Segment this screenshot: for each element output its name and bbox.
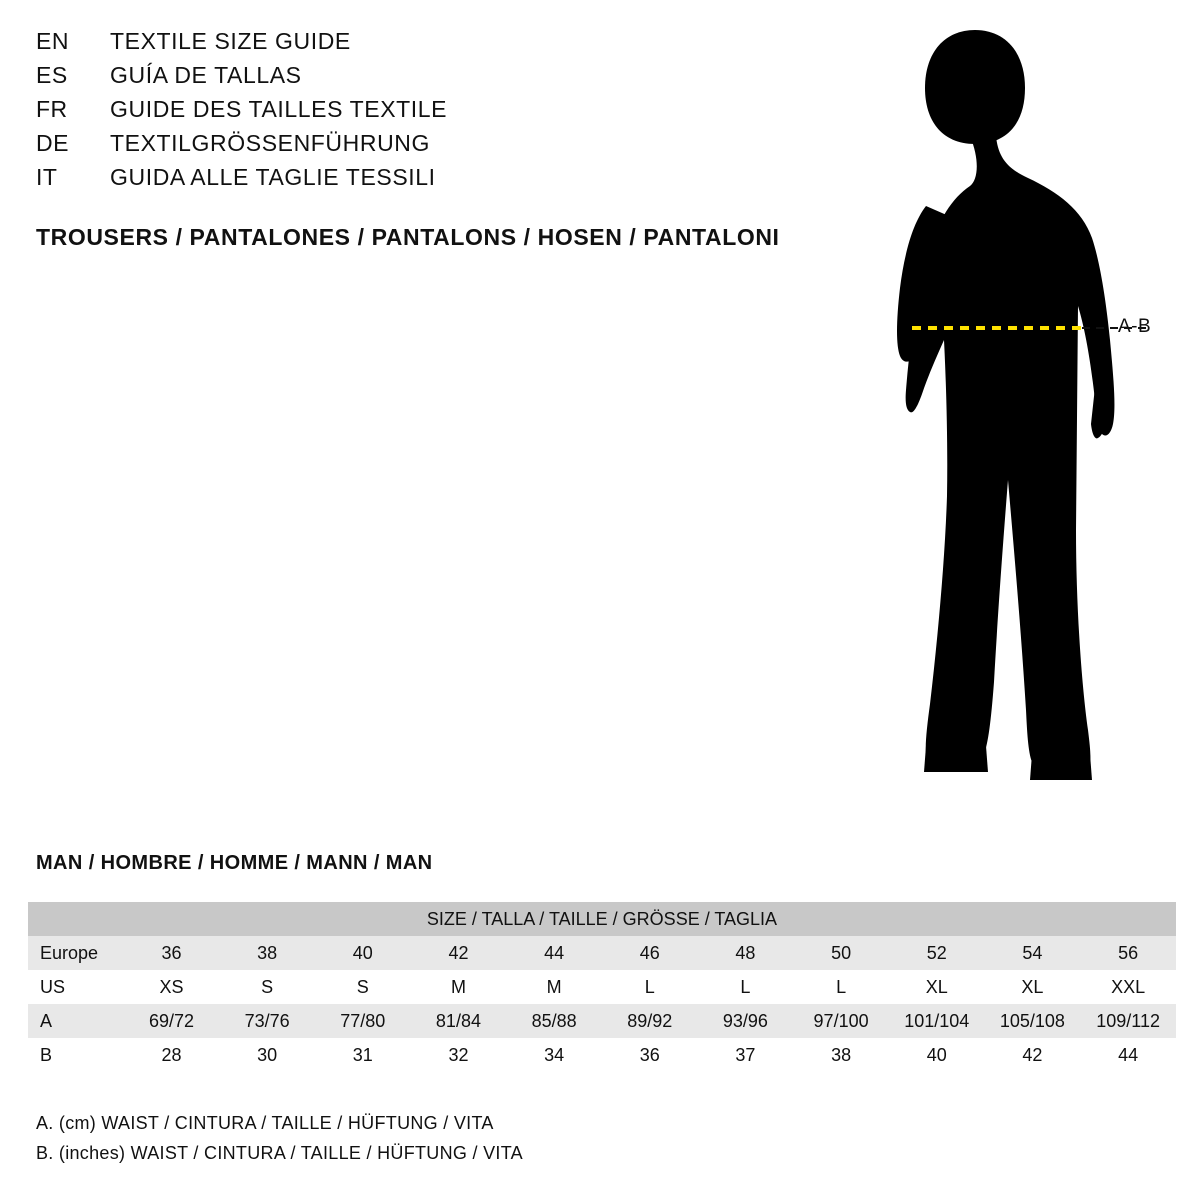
measure-label-ab: A-B [1118, 316, 1152, 337]
table-row [28, 936, 1176, 970]
language-title: TEXTILE SIZE GUIDE [110, 28, 351, 54]
figure-illustration [800, 10, 1200, 800]
cell: 31 [315, 1038, 411, 1072]
cell: 93/96 [698, 1004, 794, 1038]
cell: 36 [124, 936, 220, 970]
table-row [28, 1038, 1176, 1072]
cell: XXL [1080, 970, 1176, 1004]
male-silhouette-icon [800, 10, 1200, 800]
cell: 52 [889, 936, 985, 970]
cell: 101/104 [889, 1004, 985, 1038]
language-code: FR [36, 96, 68, 122]
cell: M [411, 970, 507, 1004]
cell: XL [985, 970, 1081, 1004]
cell: 73/76 [219, 1004, 315, 1038]
cell: XS [124, 970, 220, 1004]
language-row [36, 96, 796, 130]
cell: 44 [506, 936, 602, 970]
cell: L [602, 970, 698, 1004]
table-row [28, 970, 1176, 1004]
cell: 109/112 [1080, 1004, 1176, 1038]
language-row [36, 130, 796, 164]
cell: 85/88 [506, 1004, 602, 1038]
cell: 28 [124, 1038, 220, 1072]
cell: L [793, 970, 889, 1004]
cell: 32 [411, 1038, 507, 1072]
cell: 38 [793, 1038, 889, 1072]
cell: 50 [793, 936, 889, 970]
language-header-block [36, 28, 796, 198]
man-section-title: MAN / HOMBRE / HOMME / MANN / MAN [36, 852, 433, 874]
row-label: US [28, 970, 124, 1004]
cell: 40 [889, 1038, 985, 1072]
cell: 48 [698, 936, 794, 970]
language-row [36, 62, 796, 96]
cell: 42 [985, 1038, 1081, 1072]
cell: 54 [985, 936, 1081, 970]
cell: 97/100 [793, 1004, 889, 1038]
language-title: GUIDE DES TAILLES TEXTILE [110, 96, 448, 122]
table-row [28, 1004, 1176, 1038]
footnotes [36, 1108, 523, 1168]
cell: 77/80 [315, 1004, 411, 1038]
cell: 36 [602, 1038, 698, 1072]
row-label: A [28, 1004, 124, 1038]
cell: 105/108 [985, 1004, 1081, 1038]
language-code: ES [36, 62, 68, 88]
language-row [36, 28, 796, 62]
size-table [28, 902, 1176, 1072]
garment-type-title: TROUSERS / PANTALONES / PANTALONS / HOSEN / PANTALONI [36, 224, 780, 250]
cell: S [219, 970, 315, 1004]
row-label: Europe [28, 936, 124, 970]
cell: 81/84 [411, 1004, 507, 1038]
cell: 30 [219, 1038, 315, 1072]
cell: M [506, 970, 602, 1004]
language-code: IT [36, 164, 58, 190]
cell: 44 [1080, 1038, 1176, 1072]
cell: 38 [219, 936, 315, 970]
cell: 56 [1080, 936, 1176, 970]
cell: 89/92 [602, 1004, 698, 1038]
cell: 37 [698, 1038, 794, 1072]
language-code: EN [36, 28, 69, 54]
language-title: TEXTILGRÖSSENFÜHRUNG [110, 130, 430, 156]
cell: L [698, 970, 794, 1004]
language-title: GUÍA DE TALLAS [110, 62, 302, 88]
cell: 69/72 [124, 1004, 220, 1038]
table-header-row [28, 902, 1176, 936]
table-header-label: SIZE / TALLA / TAILLE / GRÖSSE / TAGLIA [28, 902, 1176, 936]
cell: 46 [602, 936, 698, 970]
cell: XL [889, 970, 985, 1004]
row-label: B [28, 1038, 124, 1072]
footnote-a: A. (cm) WAIST / CINTURA / TAILLE / HÜFTUNG / VITA [36, 1113, 494, 1133]
language-code: DE [36, 130, 69, 156]
cell: 40 [315, 936, 411, 970]
language-row [36, 164, 796, 198]
cell: 34 [506, 1038, 602, 1072]
language-title: GUIDA ALLE TAGLIE TESSILI [110, 164, 436, 190]
footnote-b: B. (inches) WAIST / CINTURA / TAILLE / HÜFTUNG / VITA [36, 1143, 523, 1163]
cell: 42 [411, 936, 507, 970]
cell: S [315, 970, 411, 1004]
